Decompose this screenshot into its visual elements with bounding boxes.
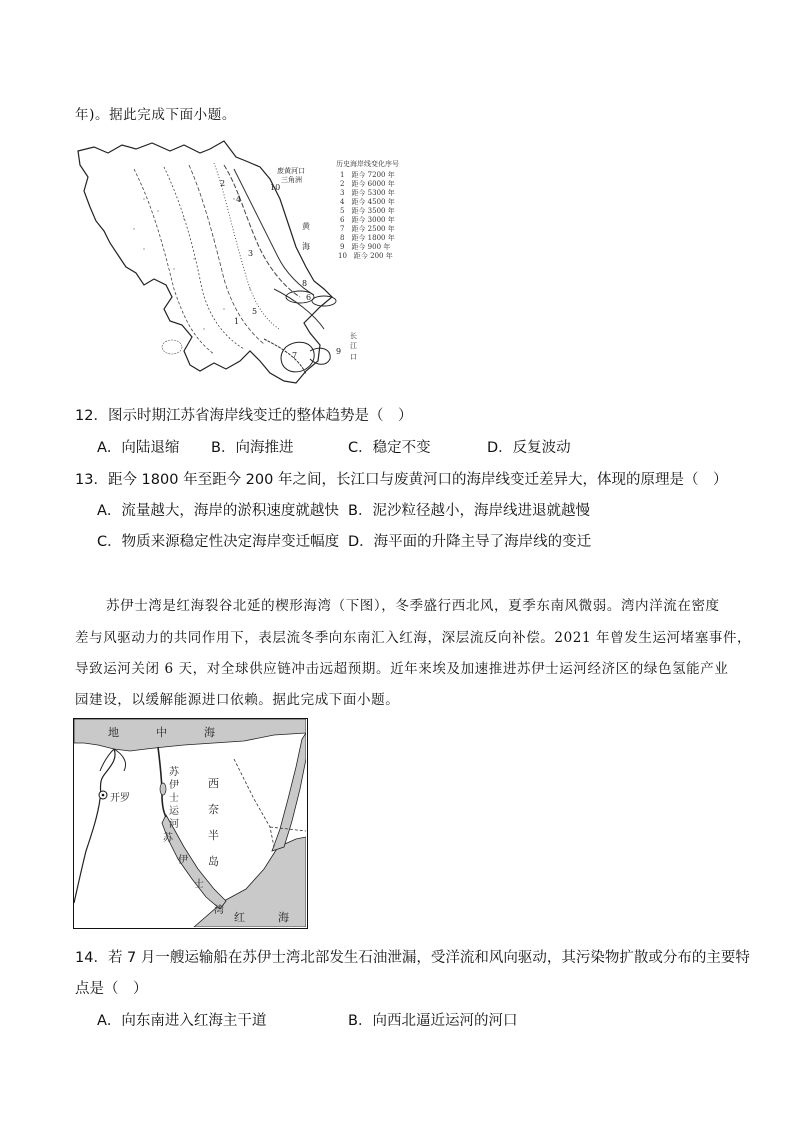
legend-item: 5 距今 3500 年 xyxy=(340,207,395,215)
question-12-option-d[interactable]: D．反复波动 xyxy=(487,440,571,456)
gulf-label-4: 湾 xyxy=(214,905,224,916)
yellow-sea-label-2: 海 xyxy=(302,242,310,251)
coastline-8 xyxy=(274,289,324,329)
line-number-3: 3 xyxy=(248,249,254,258)
legend-item: 6 距今 3000 年 xyxy=(340,216,395,224)
canal-label-2: 伊 xyxy=(169,780,179,791)
passage-line-1: 苏伊士湾是红海裂谷北延的楔形海湾（下图），冬季盛行西北风，夏季东南风微弱。湾内洋流在密度 xyxy=(106,598,720,614)
line-number-8: 8 xyxy=(302,279,308,288)
changjiang-label-1: 长 xyxy=(350,332,357,340)
line-number-7: 7 xyxy=(292,351,298,360)
question-14-option-a[interactable]: A．向东南进入红海主干道 xyxy=(97,1013,267,1029)
question-13-option-d[interactable]: D．海平面的升降主导了海岸线的变迁 xyxy=(348,534,592,550)
passage-line-2: 差与风驱动力的共同作用下，表层流冬季向东南汇入红海，深层流反向补偿。2021 年曾发生运河堵塞事件， xyxy=(75,630,752,646)
question-14-option-b[interactable]: B．向西北逼近运河的河口 xyxy=(348,1013,518,1029)
question-14-stem-line-2: 点是（ ） xyxy=(75,981,148,997)
sinai-label-3: 半 xyxy=(208,829,219,842)
gulf-of-suez-map xyxy=(73,718,308,929)
gulf-label-3: 士 xyxy=(194,879,204,890)
legend-item: 3 距今 5300 年 xyxy=(340,189,395,197)
border-line xyxy=(234,759,274,847)
line-number-9: 9 xyxy=(336,347,342,356)
red-sea-label-2: 海 xyxy=(278,911,289,924)
question-13-option-b[interactable]: B．泥沙粒径越小，海岸线进退就越慢 xyxy=(348,503,590,519)
question-13-option-c[interactable]: C．物质来源稳定性决定海岸变迁幅度 xyxy=(97,534,340,550)
suez-canal xyxy=(158,747,166,817)
line-number-2: 2 xyxy=(220,179,226,188)
red-sea-label-1: 红 xyxy=(234,911,245,924)
question-13-stem: 13．距今 1800 年至距今 200 年之间，长江口与废黄河口的海岸线变迁差异大，体现的原理是（ ） xyxy=(75,472,728,488)
changjiang-label-2: 江 xyxy=(350,342,357,350)
line-number-5: 5 xyxy=(252,307,258,316)
changjiang-label-3: 口 xyxy=(350,353,357,361)
delta-label-line2: 三角洲 xyxy=(281,176,302,184)
legend-item: 2 距今 6000 年 xyxy=(340,180,395,188)
passage-line-3: 导致运河关闭 6 天，对全球供应链冲击远超预期。近年来埃及加速推进苏伊士运河经济区的绿色氢能产业 xyxy=(75,661,729,677)
canal-label-1: 苏 xyxy=(169,767,179,778)
jiangsu-coastline-map xyxy=(74,139,414,389)
legend-item: 9 距今 900 年 xyxy=(340,243,391,251)
gulf-label-1: 苏 xyxy=(163,833,173,844)
sinai-label-2: 奈 xyxy=(208,803,219,816)
gulf-of-aqaba xyxy=(272,733,306,851)
line-number-6: 6 xyxy=(306,293,312,302)
legend-item: 4 距今 4500 年 xyxy=(340,198,395,206)
intro-tail: 年)。据此完成下面小题。 xyxy=(75,107,236,123)
mediterranean-label-3: 海 xyxy=(204,726,215,739)
coastline-2 xyxy=(164,167,244,349)
yellow-sea-label-1: 黄 xyxy=(302,222,310,231)
question-12-stem: 12．图示时期江苏省海岸线变迁的整体趋势是（ ） xyxy=(75,408,413,424)
legend-item: 1 距今 7200 年 xyxy=(340,171,395,179)
gulf-label-2: 伊 xyxy=(178,855,188,866)
line-number-4: 4 xyxy=(236,195,242,204)
cairo-label: 开罗 xyxy=(110,793,130,804)
question-12-option-c[interactable]: C．稳定不变 xyxy=(348,440,431,456)
question-13-option-a[interactable]: A．流量越大，海岸的淤积速度就越快 xyxy=(97,503,339,519)
legend-item: 7 距今 2500 年 xyxy=(340,225,395,233)
coastline-1 xyxy=(134,169,214,354)
canal-label-3: 士 xyxy=(169,793,179,804)
line-number-1: 1 xyxy=(234,317,240,326)
line-number-10: 10 xyxy=(270,183,281,192)
map1-legend xyxy=(336,159,416,269)
legend-item: 10 距今 200 年 xyxy=(338,252,393,260)
legend-title: 历史海岸线变化序号 xyxy=(336,160,399,168)
red-sea xyxy=(194,837,306,927)
sinai-label-4: 岛 xyxy=(208,855,219,868)
delta-label-line1: 废黄河口 xyxy=(277,167,305,175)
mediterranean-label-1: 地 xyxy=(108,726,119,739)
nile-river xyxy=(74,749,115,903)
sinai-label-1: 西 xyxy=(208,777,219,790)
mediterranean-label-2: 中 xyxy=(156,726,167,739)
suez-map-figure xyxy=(74,719,306,927)
question-12-option-a[interactable]: A．向陆退缩 xyxy=(97,440,180,456)
changjiang-estuary xyxy=(281,342,314,372)
legend-item: 8 距今 1800 年 xyxy=(340,234,395,242)
passage-line-4: 园建设，以缓解能源进口依赖。据此完成下面小题。 xyxy=(75,692,400,708)
canal-label-5: 河 xyxy=(169,819,179,830)
question-14-stem-line-1: 14．若 7 月一艘运输船在苏伊士湾北部发生石油泄漏，受洋流和风向驱动，其污染物扩散或分布的主要特 xyxy=(75,950,750,966)
question-12-option-b[interactable]: B．向海推进 xyxy=(211,440,294,456)
coastline-9 xyxy=(264,339,306,374)
canal-label-4: 运 xyxy=(169,806,179,817)
